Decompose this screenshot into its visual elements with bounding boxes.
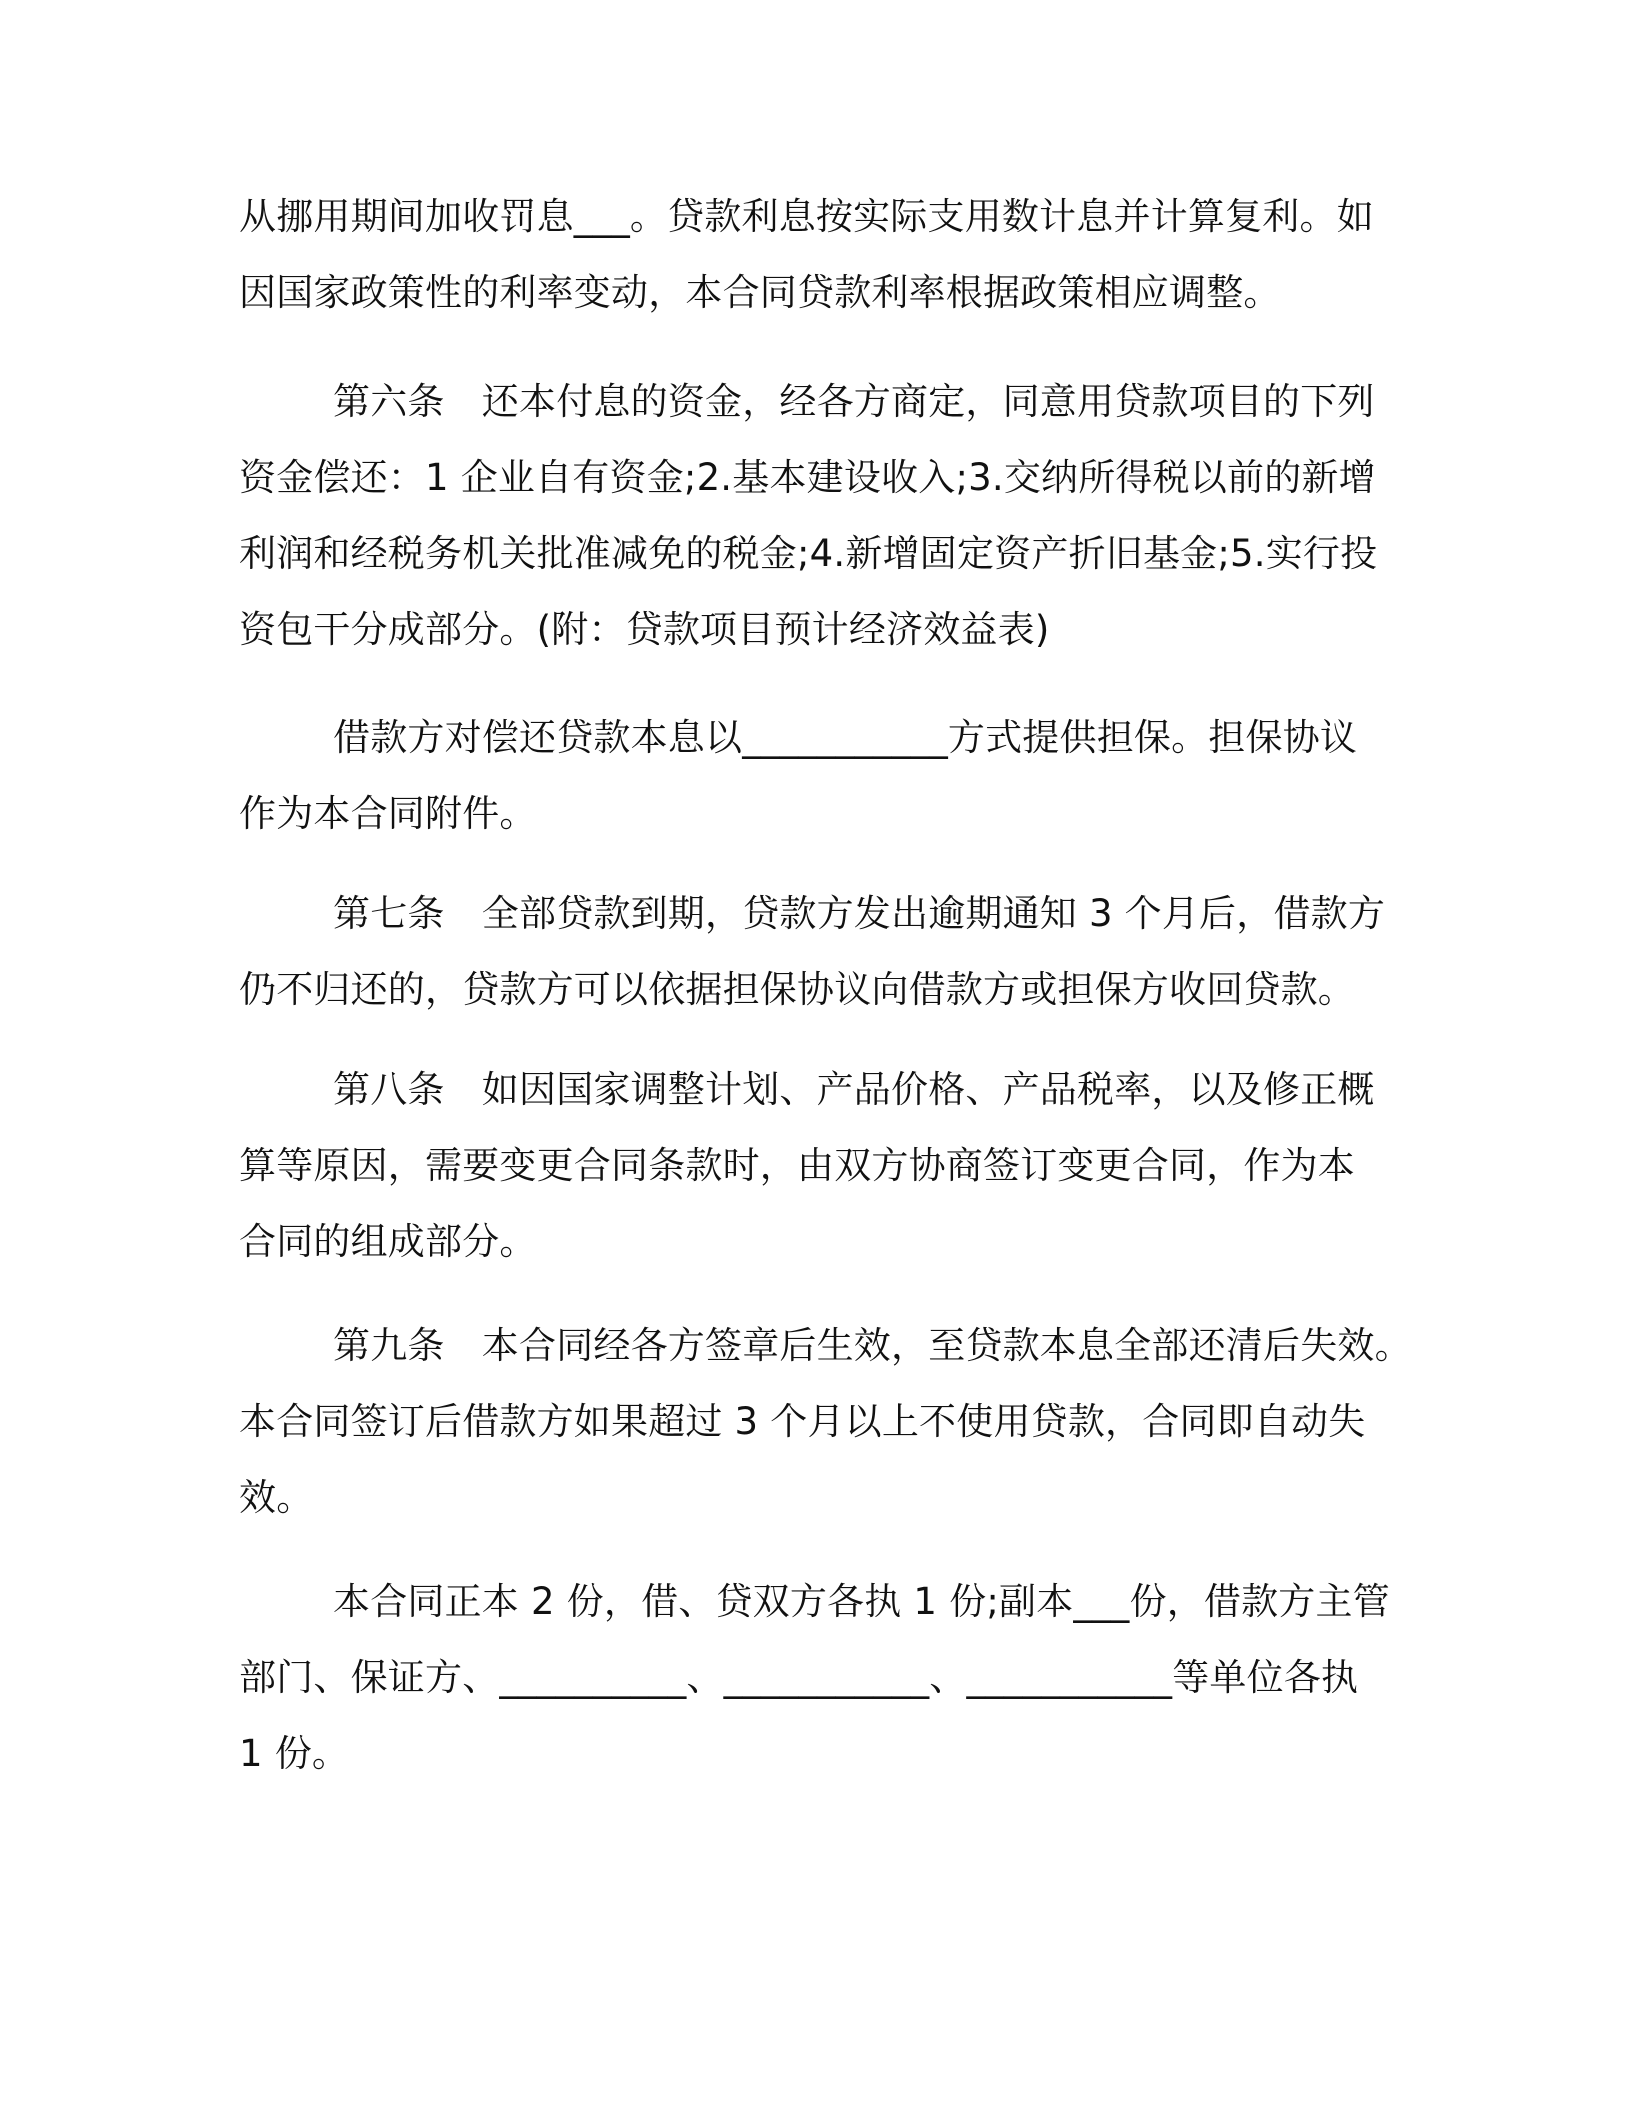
article-7-line-2: 仍不归还的，贷款方可以依据担保协议向借款方或担保方收回贷款。 bbox=[239, 968, 1355, 1011]
paragraph-1-line-1: 从挪用期间加收罚息___。贷款利息按实际支用数计息并计算复利。如 bbox=[239, 195, 1374, 238]
article-9-line-1: 第九条 本合同经各方签章后生效，至贷款本息全部还清后失效。 bbox=[333, 1324, 1412, 1367]
guarantee-line-2: 作为本合同附件。 bbox=[239, 792, 537, 835]
article-8-line-1: 第八条 如因国家调整计划、产品价格、产品税率，以及修正概 bbox=[333, 1068, 1375, 1111]
article-6-line-1: 第六条 还本付息的资金，经各方商定，同意用贷款项目的下列 bbox=[333, 380, 1375, 423]
article-7-line-1: 第七条 全部贷款到期，贷款方发出逾期通知 3 个月后，借款方 bbox=[333, 892, 1386, 935]
article-6-line-2: 资金偿还：1 企业自有资金;2.基本建设收入;3.交纳所得税以前的新增 bbox=[239, 456, 1376, 499]
article-8-line-2: 算等原因，需要变更合同条款时，由双方协商签订变更合同，作为本 bbox=[239, 1144, 1355, 1187]
copies-line-3: 1 份。 bbox=[239, 1732, 350, 1775]
guarantee-line-1: 借款方对偿还贷款本息以___________方式提供担保。担保协议 bbox=[333, 716, 1358, 759]
copies-line-1: 本合同正本 2 份，借、贷双方各执 1 份;副本___份，借款方主管 bbox=[333, 1580, 1390, 1623]
article-6-line-3: 利润和经税务机关批准减免的税金;4.新增固定资产折旧基金;5.实行投 bbox=[239, 532, 1378, 575]
article-9-line-3: 效。 bbox=[239, 1476, 314, 1519]
article-8-line-3: 合同的组成部分。 bbox=[239, 1220, 537, 1263]
copies-line-2: 部门、保证方、__________、___________、___________等单位各执 bbox=[239, 1656, 1359, 1699]
article-6-line-4: 资包干分成部分。(附：贷款项目预计经济效益表) bbox=[239, 608, 1050, 651]
paragraph-1-line-2: 因国家政策性的利率变动，本合同贷款利率根据政策相应调整。 bbox=[239, 271, 1281, 314]
article-9-line-2: 本合同签订后借款方如果超过 3 个月以上不使用贷款，合同即自动失 bbox=[239, 1400, 1366, 1443]
